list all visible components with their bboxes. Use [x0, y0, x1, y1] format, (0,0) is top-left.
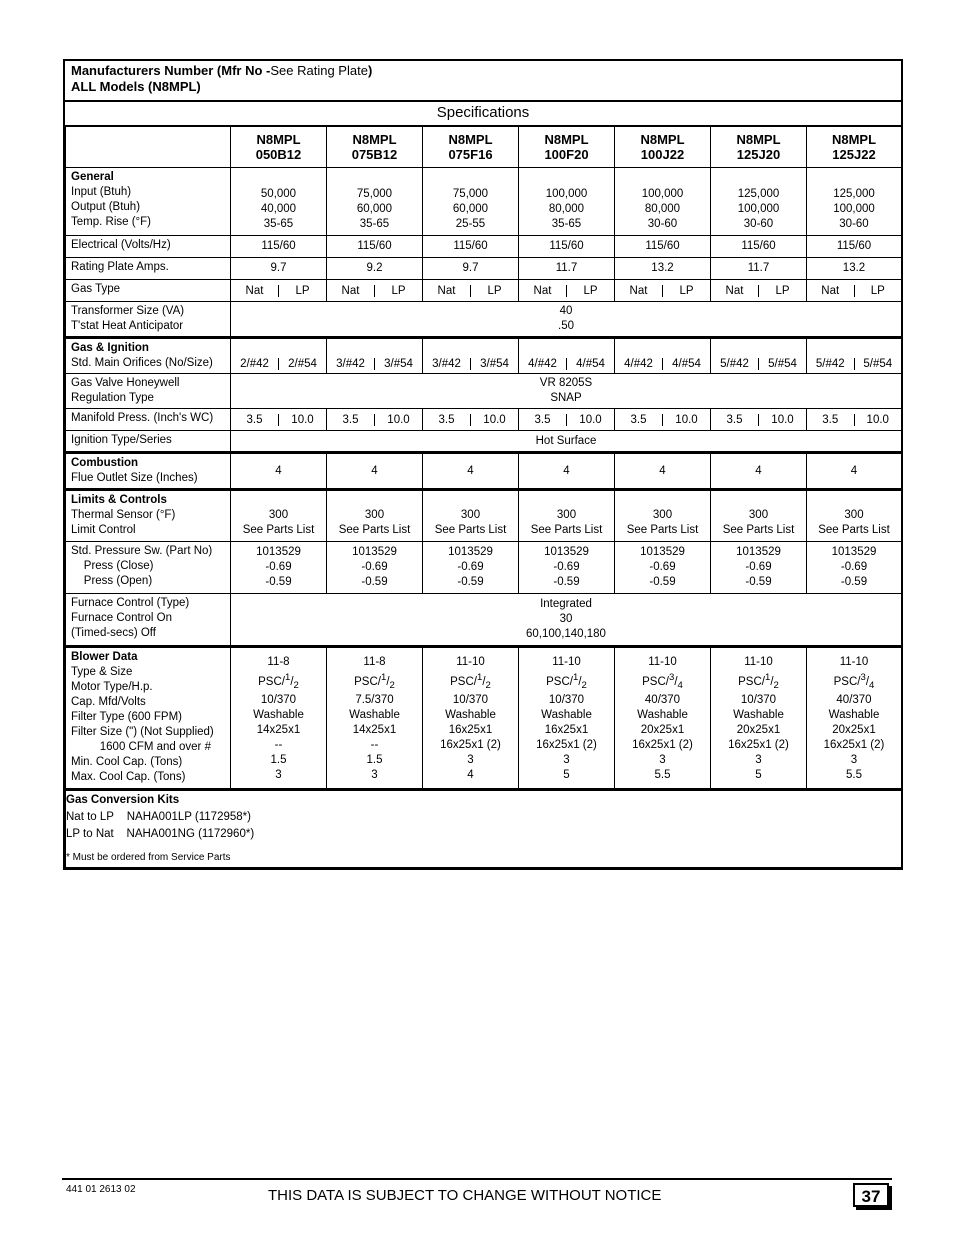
- cell-value: 4: [807, 453, 902, 490]
- cell-value: 50,000 40,000 35-65: [231, 168, 327, 236]
- page-number: 37: [853, 1183, 889, 1207]
- cell-value: 300 See Parts List: [231, 490, 327, 542]
- row-label: [66, 127, 231, 168]
- cell-value: 100,000 80,000 30-60: [615, 168, 711, 236]
- cell-value: 115/60: [711, 236, 807, 258]
- cell-value: N8MPL 125J20: [711, 127, 807, 168]
- cell-value: Nat LP: [615, 280, 711, 302]
- cell-value: 75,000 60,000 25-55: [423, 168, 519, 236]
- cell-value: 1013529 -0.69 -0.59: [519, 542, 615, 594]
- cell-value: VR 8205S SNAP: [231, 374, 902, 409]
- cell-value: 11.7: [519, 258, 615, 280]
- row-label: Limits & Controls Thermal Sensor (°F) Limit Control: [66, 490, 231, 542]
- table-row: [66, 258, 902, 280]
- row-label: Rating Plate Amps.: [66, 258, 231, 280]
- header-line1-bold: Manufacturers Number (Mfr No -: [71, 63, 271, 78]
- cell-value: N8MPL 075B12: [327, 127, 423, 168]
- cell-value: Nat LP: [519, 280, 615, 302]
- row-label: Manifold Press. (Inch's WC): [66, 409, 231, 431]
- cell-value: 11.7: [711, 258, 807, 280]
- cell-value: Nat LP: [423, 280, 519, 302]
- cell-value: 4/#42 4/#54: [615, 338, 711, 374]
- cell-value: 3.5 10.0: [519, 409, 615, 431]
- table-row: [66, 374, 902, 409]
- table-row: [66, 594, 902, 647]
- specifications-table: [65, 126, 902, 868]
- change-notice: THIS DATA IS SUBJECT TO CHANGE WITHOUT NOTICE: [268, 1187, 662, 1204]
- cell-value: N8MPL 100J22: [615, 127, 711, 168]
- specifications-sheet: [63, 59, 903, 870]
- cell-value: Nat LP: [711, 280, 807, 302]
- cell-value: 3/#42 3/#54: [423, 338, 519, 374]
- table-row: [66, 409, 902, 431]
- table-row: [66, 338, 902, 374]
- cell-value: 300 See Parts List: [519, 490, 615, 542]
- row-label: Blower Data Type & Size Motor Type/H.p. Cap. Mfd/Volts Filter Type (600 FPM) Filter Size (") (Not Supplied) 1600 CFM and over # Min. Cool Cap. (Tons) Max. Cool Cap. (Tons): [66, 647, 231, 790]
- table-row: [66, 490, 902, 542]
- cell-value: 125,000 100,000 30-60: [711, 168, 807, 236]
- cell-value: 5/#42 5/#54: [711, 338, 807, 374]
- cell-value: 13.2: [615, 258, 711, 280]
- cell-value: 4: [615, 453, 711, 490]
- row-label: Combustion Flue Outlet Size (Inches): [66, 453, 231, 490]
- cell-value: 3.5 10.0: [615, 409, 711, 431]
- cell-value: 4: [519, 453, 615, 490]
- row-label: Gas Valve Honeywell Regulation Type: [66, 374, 231, 409]
- table-row: [66, 168, 902, 236]
- cell-value: 300 See Parts List: [711, 490, 807, 542]
- cell-value: 3/#42 3/#54: [327, 338, 423, 374]
- cell-value: N8MPL 075F16: [423, 127, 519, 168]
- cell-value: 115/60: [519, 236, 615, 258]
- cell-value: N8MPL 100F20: [519, 127, 615, 168]
- document-number: 441 01 2613 02: [66, 1184, 136, 1195]
- cell-value: 3.5 10.0: [807, 409, 902, 431]
- cell-value: 13.2: [807, 258, 902, 280]
- row-label: Gas & Ignition Std. Main Orifices (No/Size): [66, 338, 231, 374]
- table-row: [66, 236, 902, 258]
- cell-value: 4: [231, 453, 327, 490]
- header-line2: ALL Models (N8MPL): [71, 79, 201, 94]
- footer-rule: [62, 1178, 892, 1180]
- cell-value: 4: [423, 453, 519, 490]
- cell-value: 1013529 -0.69 -0.59: [327, 542, 423, 594]
- row-label: Ignition Type/Series: [66, 431, 231, 453]
- table-row: [66, 431, 902, 453]
- table-row: [66, 280, 902, 302]
- table-row: [66, 542, 902, 594]
- table-row: [66, 790, 902, 868]
- cell-value: 3.5 10.0: [231, 409, 327, 431]
- cell-value: 115/60: [231, 236, 327, 258]
- cell-value: 11-8 PSC/$^1/_2$ 10/370 Washable 14x25x1 -- 1.5 3: [231, 647, 327, 790]
- row-label: Furnace Control (Type) Furnace Control On (Timed-secs) Off: [66, 594, 231, 647]
- row-label: Transformer Size (VA) T'stat Heat Anticipator: [66, 302, 231, 338]
- cell-value: 1013529 -0.69 -0.59: [615, 542, 711, 594]
- cell-value: 1013529 -0.69 -0.59: [711, 542, 807, 594]
- cell-value: 115/60: [615, 236, 711, 258]
- table-row: [66, 302, 902, 338]
- header-line1-end: ): [367, 63, 373, 78]
- row-label: Electrical (Volts/Hz): [66, 236, 231, 258]
- cell-value: 115/60: [423, 236, 519, 258]
- cell-value: Nat LP: [807, 280, 902, 302]
- cell-value: 115/60: [807, 236, 902, 258]
- cell-value: 2/#42 2/#54: [231, 338, 327, 374]
- cell-value: Integrated 30 60,100,140,180: [231, 594, 902, 647]
- cell-value: 300 See Parts List: [807, 490, 902, 542]
- table-row: [66, 647, 902, 790]
- cell-value: 9.7: [231, 258, 327, 280]
- cell-value: Nat LP: [327, 280, 423, 302]
- cell-value: Nat LP: [231, 280, 327, 302]
- cell-value: N8MPL 125J22: [807, 127, 902, 168]
- cell-value: 11-10 PSC/$^1/_2$ 10/370 Washable 16x25x1 16x25x1 (2) 3 4: [423, 647, 519, 790]
- row-label: Gas Type: [66, 280, 231, 302]
- table-row: [66, 127, 902, 168]
- cell-value: 11-8 PSC/$^1/_2$ 7.5/370 Washable 14x25x1 -- 1.5 3: [327, 647, 423, 790]
- cell-value: 3.5 10.0: [423, 409, 519, 431]
- table-row: [66, 453, 902, 490]
- cell-value: 11-10 PSC/$^1/_2$ 10/370 Washable 20x25x1 16x25x1 (2) 3 5: [711, 647, 807, 790]
- cell-value: 4: [711, 453, 807, 490]
- cell-value: 5/#42 5/#54: [807, 338, 902, 374]
- cell-value: 125,000 100,000 30-60: [807, 168, 902, 236]
- header-line1-normal: See Rating Plate: [270, 63, 368, 78]
- cell-value: 300 See Parts List: [423, 490, 519, 542]
- cell-value: N8MPL 050B12: [231, 127, 327, 168]
- gas-conversion-kits: Gas Conversion Kits Nat to LP NAHA001LP (1172958*) LP to Nat NAHA001NG (1172960*) * Must be ordered from Service Parts: [66, 790, 902, 868]
- specifications-title: Specifications: [65, 102, 901, 126]
- cell-value: 3.5 10.0: [711, 409, 807, 431]
- cell-value: 9.2: [327, 258, 423, 280]
- cell-value: 4/#42 4/#54: [519, 338, 615, 374]
- cell-value: 100,000 80,000 35-65: [519, 168, 615, 236]
- cell-value: 11-10 PSC/$^3/_4$ 40/370 Washable 20x25x1 16x25x1 (2) 3 5.5: [615, 647, 711, 790]
- row-label: General Input (Btuh) Output (Btuh) Temp. Rise (°F): [66, 168, 231, 236]
- cell-value: 1013529 -0.69 -0.59: [807, 542, 902, 594]
- cell-value: 40 .50: [231, 302, 902, 338]
- cell-value: 300 See Parts List: [327, 490, 423, 542]
- cell-value: 1013529 -0.69 -0.59: [423, 542, 519, 594]
- cell-value: 1013529 -0.69 -0.59: [231, 542, 327, 594]
- cell-value: 11-10 PSC/$^3/_4$ 40/370 Washable 20x25x1 16x25x1 (2) 3 5.5: [807, 647, 902, 790]
- cell-value: 4: [327, 453, 423, 490]
- manufacturer-header: [65, 61, 901, 102]
- cell-value: 9.7: [423, 258, 519, 280]
- cell-value: 3.5 10.0: [327, 409, 423, 431]
- cell-value: Hot Surface: [231, 431, 902, 453]
- cell-value: 11-10 PSC/$^1/_2$ 10/370 Washable 16x25x1 16x25x1 (2) 3 5: [519, 647, 615, 790]
- cell-value: 300 See Parts List: [615, 490, 711, 542]
- cell-value: 115/60: [327, 236, 423, 258]
- cell-value: 75,000 60,000 35-65: [327, 168, 423, 236]
- row-label: Std. Pressure Sw. (Part No) Press (Close) Press (Open): [66, 542, 231, 594]
